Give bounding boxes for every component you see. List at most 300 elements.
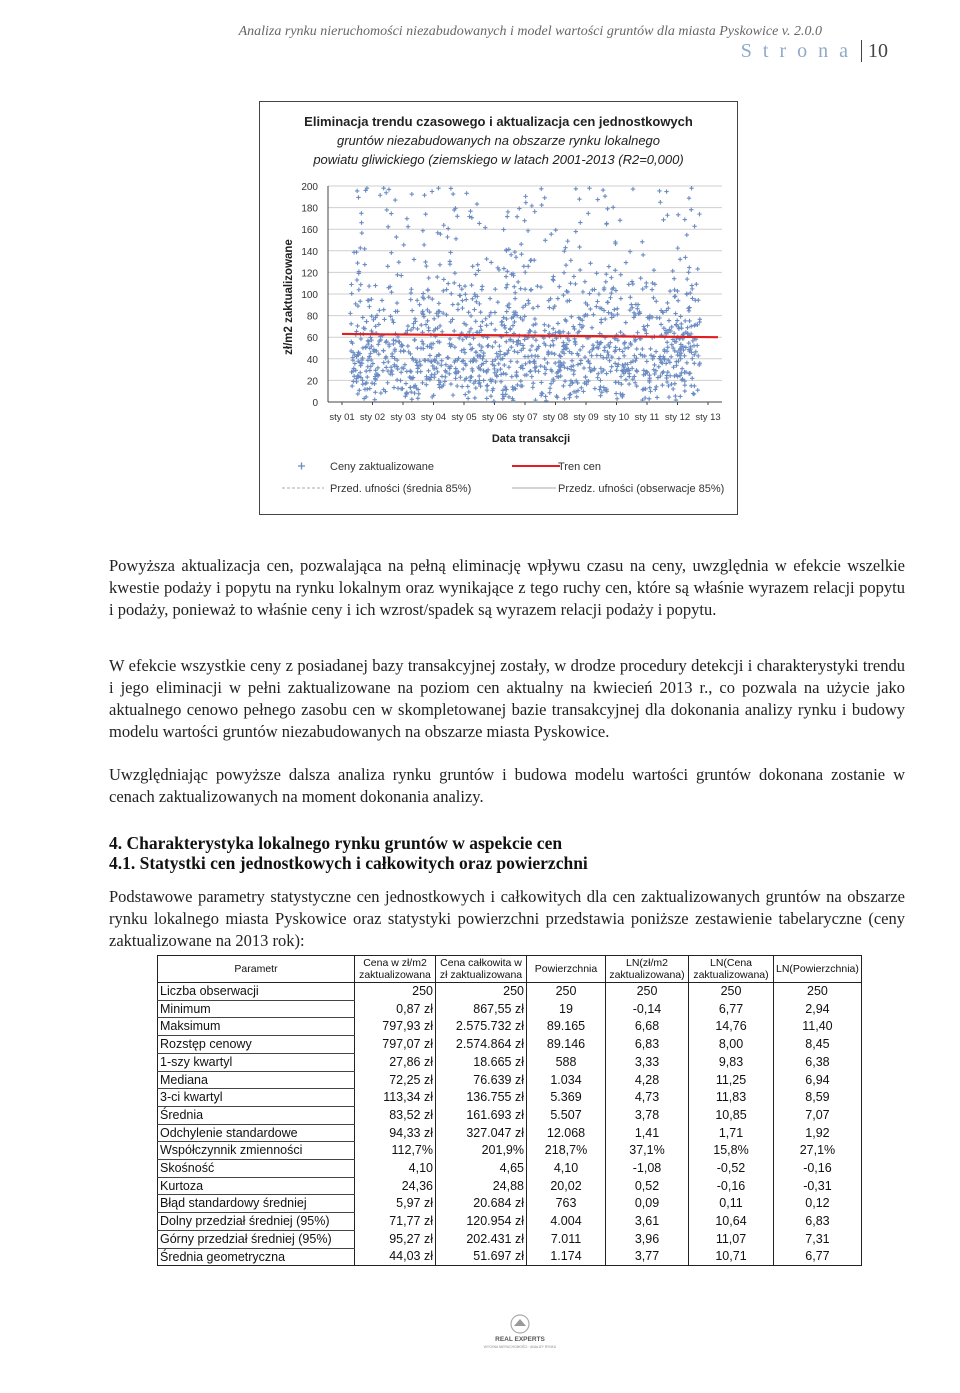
scatter-point: [578, 268, 582, 272]
y-tick-label: 120: [301, 268, 318, 280]
scatter-point: [372, 382, 376, 386]
scatter-point: [631, 187, 635, 191]
scatter-point: [648, 376, 652, 380]
scatter-point: [616, 362, 620, 366]
scatter-point: [554, 228, 558, 232]
scatter-point: [512, 284, 516, 288]
scatter-point: [445, 235, 449, 239]
scatter-point: [535, 284, 539, 288]
scatter-point: [673, 394, 677, 398]
scatter-point: [381, 349, 385, 353]
scatter-point: [460, 298, 464, 302]
row-label: Błąd standardowy średniej: [158, 1195, 355, 1213]
scatter-point: [485, 396, 489, 400]
row-label: Mediana: [158, 1071, 355, 1089]
scatter-point: [698, 317, 702, 321]
scatter-point: [574, 187, 578, 191]
scatter-point: [691, 391, 695, 395]
scatter-point: [654, 299, 658, 303]
scatter-point: [405, 369, 409, 373]
table-row: [158, 1213, 862, 1231]
scatter-point: [641, 287, 645, 291]
y-tick-label: 160: [301, 225, 318, 237]
table-cell: 588: [527, 1053, 606, 1071]
scatter-point: [587, 186, 591, 190]
scatter-point: [595, 299, 599, 303]
scatter-point: [599, 320, 603, 324]
scatter-point: [359, 211, 363, 215]
scatter-point: [373, 368, 377, 372]
scatter-point: [392, 385, 396, 389]
scatter-point: [648, 347, 652, 351]
scatter-point: [496, 362, 500, 366]
scatter-point: [678, 257, 682, 261]
scatter-point: [402, 243, 406, 247]
scatter-point: [358, 246, 362, 250]
scatter-point: [415, 346, 419, 350]
scatter-point: [485, 388, 489, 392]
scatter-point: [481, 354, 485, 358]
scatter-point: [493, 340, 497, 344]
scatter-point: [629, 302, 633, 306]
scatter-point: [395, 301, 399, 305]
scatter-point: [582, 366, 586, 370]
scatter-point: [683, 217, 687, 221]
scatter-point: [406, 344, 410, 348]
table-cell: 83,52 zł: [355, 1106, 436, 1124]
scatter-point: [603, 194, 607, 198]
scatter-point: [488, 296, 492, 300]
scatter-point: [468, 342, 472, 346]
scatter-point: [539, 187, 543, 191]
scatter-point: [376, 366, 380, 370]
scatter-point: [690, 356, 694, 360]
scatter-point: [617, 356, 621, 360]
row-label: Kurtoza: [158, 1177, 355, 1195]
scatter-point: [676, 359, 680, 363]
scatter-point: [523, 287, 527, 291]
scatter-point: [622, 354, 626, 358]
scatter-point: [531, 306, 535, 310]
scatter-point: [530, 354, 534, 358]
legend-marker-scatter: [298, 463, 305, 470]
scatter-point: [641, 253, 645, 257]
scatter-point: [529, 288, 533, 292]
scatter-point: [519, 242, 523, 246]
th-ln-m2: LN(zł/m2 zaktualizowana): [606, 956, 689, 983]
scatter-point: [409, 297, 413, 301]
scatter-point: [477, 221, 481, 225]
scatter-point: [683, 319, 687, 323]
scatter-point: [635, 330, 639, 334]
scatter-point: [644, 281, 648, 285]
scatter-point: [583, 375, 587, 379]
scatter-point: [608, 296, 612, 300]
scatter-point: [659, 322, 663, 326]
scatter-point: [466, 396, 470, 400]
table-cell: 4,10: [527, 1160, 606, 1178]
table-cell: 867,55 zł: [436, 1000, 527, 1018]
scatter-point: [645, 323, 649, 327]
table-row: [158, 1000, 862, 1018]
scatter-point: [620, 349, 624, 353]
scatter-point: [427, 310, 431, 314]
scatter-point: [665, 301, 669, 305]
scatter-point: [676, 246, 680, 250]
scatter-point: [672, 277, 676, 281]
scatter-point: [611, 205, 615, 209]
scatter-point: [596, 197, 600, 201]
scatter-point: [483, 317, 487, 321]
scatter-point: [357, 288, 361, 292]
scatter-point: [484, 323, 488, 327]
scatter-point: [478, 324, 482, 328]
scatter-point: [530, 344, 534, 348]
scatter-point: [489, 260, 493, 264]
scatter-point: [680, 366, 684, 370]
scatter-point: [504, 372, 508, 376]
scatter-point: [623, 346, 627, 350]
scatter-point: [470, 264, 474, 268]
scatter-point: [415, 298, 419, 302]
scatter-point: [420, 381, 424, 385]
table-cell: 76.639 zł: [436, 1071, 527, 1089]
th-ln-powierzchnia: LN(Powierzchnia): [774, 956, 862, 983]
legend-label-ci-mean: Przed. ufności (średnia 85%): [330, 483, 472, 495]
scatter-point: [509, 345, 513, 349]
scatter-point: [614, 368, 618, 372]
scatter-point: [687, 309, 691, 313]
scatter-point: [457, 283, 461, 287]
scatter-point: [543, 238, 547, 242]
scatter-point: [678, 394, 682, 398]
scatter-point: [644, 285, 648, 289]
scatter-point: [458, 375, 462, 379]
table-cell: 2.574.864 zł: [436, 1036, 527, 1054]
y-tick-label: 20: [306, 376, 318, 388]
scatter-point: [627, 382, 631, 386]
scatter-point: [519, 379, 523, 383]
scatter-point: [543, 196, 547, 200]
scatter-point: [627, 282, 631, 286]
scatter-point: [469, 283, 473, 287]
scatter-point: [464, 191, 468, 195]
scatter-point: [411, 326, 415, 330]
scatter-point: [504, 309, 508, 313]
scatter-point: [408, 385, 412, 389]
scatter-point: [364, 319, 368, 323]
scatter-point: [609, 291, 613, 295]
scatter-point: [409, 291, 413, 295]
table-cell: 18.665 zł: [436, 1053, 527, 1071]
scatter-point: [533, 317, 537, 321]
table-intro: Podstawowe parametry statystyczne cen jednostkowych i całkowitych dla cen zaktualizowanych gruntów na obszarze rynku lokalnego miasta Pyskowice oraz statystyki powierzchni przedstawia poniższe zestawienie tabelaryczne (ceny zaktualizowane na 2013 rok):: [109, 887, 905, 950]
table-cell: -0,16: [774, 1160, 862, 1178]
table-cell: 94,33 zł: [355, 1124, 436, 1142]
scatter-point: [359, 282, 363, 286]
scatter-point: [409, 287, 413, 291]
y-tick-label: 140: [301, 246, 318, 258]
scatter-point: [636, 302, 640, 306]
scatter-point: [509, 253, 513, 257]
scatter-point: [422, 193, 426, 197]
scatter-point: [673, 382, 677, 386]
scatter-point: [385, 381, 389, 385]
scatter-point: [617, 347, 621, 351]
scatter-point: [652, 363, 656, 367]
x-tick-label: sty 12: [664, 412, 691, 423]
scatter-point: [377, 352, 381, 356]
scatter-point: [382, 360, 386, 364]
scatter-point: [551, 274, 555, 278]
x-tick-label: sty 06: [481, 412, 508, 423]
table-cell: 71,77 zł: [355, 1213, 436, 1231]
scatter-point: [648, 385, 652, 389]
table-cell: 11,40: [774, 1018, 862, 1036]
table-cell: 120.954 zł: [436, 1213, 527, 1231]
scatter-point: [404, 381, 408, 385]
table-cell: 797,07 zł: [355, 1036, 436, 1054]
table-cell: 1,71: [689, 1124, 774, 1142]
scatter-point: [690, 376, 694, 380]
scatter-point: [619, 374, 623, 378]
scatter-point: [668, 374, 672, 378]
scatter-point: [422, 243, 426, 247]
table-cell: 250: [436, 983, 527, 1001]
scatter-point: [442, 223, 446, 227]
scatter-point: [578, 348, 582, 352]
table-row: [158, 1160, 862, 1178]
scatter-point: [679, 322, 683, 326]
table-row: [158, 1195, 862, 1213]
row-label: Liczba obserwacji: [158, 983, 355, 1001]
scatter-point: [449, 382, 453, 386]
scatter-point: [653, 387, 657, 391]
scatter-point: [660, 383, 664, 387]
scatter-point: [624, 320, 628, 324]
scatter-point: [368, 386, 372, 390]
scatter-point: [526, 264, 530, 268]
scatter-point: [391, 338, 395, 342]
scatter-point: [556, 296, 560, 300]
table-cell: 24,36: [355, 1177, 436, 1195]
scatter-point: [399, 273, 403, 277]
scatter-point: [534, 338, 538, 342]
table-cell: 6,38: [774, 1053, 862, 1071]
scatter-point: [452, 329, 456, 333]
scatter-point: [683, 383, 687, 387]
scatter-point: [531, 381, 535, 385]
scatter-point: [566, 331, 570, 335]
scatter-point: [416, 396, 420, 400]
scatter-point: [402, 349, 406, 353]
scatter-point: [604, 221, 608, 225]
scatter-point: [590, 326, 594, 330]
scatter-point: [385, 208, 389, 212]
table-row: [158, 1142, 862, 1160]
scatter-point: [533, 369, 537, 373]
scatter-point: [583, 279, 587, 283]
table-cell: 24,88: [436, 1177, 527, 1195]
scatter-point: [456, 307, 460, 311]
scatter-point: [355, 278, 359, 282]
scatter-point: [442, 277, 446, 281]
scatter-point: [631, 282, 635, 286]
scatter-point: [683, 389, 687, 393]
scatter-point: [352, 374, 356, 378]
scatter-point: [463, 292, 467, 296]
scatter-point: [542, 323, 546, 327]
scatter-point: [436, 186, 440, 190]
table-cell: 6,77: [774, 1248, 862, 1266]
scatter-point: [410, 397, 414, 401]
scatter-point: [468, 209, 472, 213]
statistics-table: [157, 955, 862, 1266]
x-axis-title: Data transakcji: [491, 433, 571, 445]
scatter-point: [650, 287, 654, 291]
scatter-point: [692, 392, 696, 396]
scatter-point: [427, 328, 431, 332]
scatter-point: [484, 359, 488, 363]
y-tick-label: 180: [301, 203, 318, 215]
scatter-point: [524, 200, 528, 204]
table-cell: 95,27 zł: [355, 1230, 436, 1248]
scatter-point: [406, 324, 410, 328]
scatter-point: [437, 301, 441, 305]
scatter-point: [687, 319, 691, 323]
table-cell: -0,16: [689, 1177, 774, 1195]
table-cell: 0,87 zł: [355, 1000, 436, 1018]
scatter-point: [386, 264, 390, 268]
scatter-point: [614, 391, 618, 395]
scatter-point: [543, 328, 547, 332]
scatter-point: [393, 198, 397, 202]
scatter-point: [470, 367, 474, 371]
scatter-point: [545, 361, 549, 365]
scatter-point: [696, 354, 700, 358]
scatter-point: [390, 352, 394, 356]
scatter-point: [427, 276, 431, 280]
th-cena-calkowita: Cena całkowita w zł zaktualizowana: [436, 956, 527, 983]
scatter-point: [662, 326, 666, 330]
scatter-point: [497, 344, 501, 348]
scatter-point: [652, 268, 656, 272]
paragraph-2: W efekcie wszystkie ceny z posiadanej bazy transakcyjnej zostały, w drodze procedury detekcji i charakterystyki trendu i jego eliminacji w pełni zaktualizowane na poziom cen aktualny na kwiecień 2013 r., co pozwala na użycie jako aktualnego cenowo pełnego zasobu cen w skompletowanej bazie transakcyjnej dla dokonania analizy rynku i budowy modelu wartości gruntów niezabudowanych na obszarze miasta Pyskowice.: [109, 656, 905, 741]
table-row: [158, 1177, 862, 1195]
scatter-point: [692, 224, 696, 228]
scatter-point: [686, 270, 690, 274]
table-cell: 2,94: [774, 1000, 862, 1018]
scatter-point: [533, 330, 537, 334]
scatter-point: [370, 381, 374, 385]
table-cell: 161.693 zł: [436, 1106, 527, 1124]
scatter-point: [592, 287, 596, 291]
scatter-point: [460, 306, 464, 310]
table-cell: 3,77: [606, 1248, 689, 1266]
scatter-point: [410, 192, 414, 196]
scatter-point: [412, 257, 416, 261]
scatter-point: [435, 326, 439, 330]
table-cell: 51.697 zł: [436, 1248, 527, 1266]
row-label: Skośność: [158, 1160, 355, 1178]
scatter-point: [454, 237, 458, 241]
scatter-point: [595, 353, 599, 357]
scatter-point: [456, 302, 460, 306]
scatter-point: [549, 232, 553, 236]
table-cell: 5,97 zł: [355, 1195, 436, 1213]
scatter-point: [678, 314, 682, 318]
scatter-point: [515, 214, 519, 218]
scatter-point: [685, 361, 689, 365]
logo-name: REAL EXPERTS: [495, 1336, 545, 1343]
scatter-point: [417, 302, 421, 306]
scatter-point: [639, 276, 643, 280]
scatter-point: [581, 290, 585, 294]
scatter-point: [565, 239, 569, 243]
scatter-point: [528, 258, 532, 262]
scatter-point: [395, 378, 399, 382]
scatter-point: [551, 343, 555, 347]
scatter-point: [588, 307, 592, 311]
scatter-point: [573, 282, 577, 286]
scatter-point: [405, 216, 409, 220]
scatter-point: [667, 318, 671, 322]
scatter-point: [528, 369, 532, 373]
row-label: Maksimum: [158, 1018, 355, 1036]
scatter-point: [493, 287, 497, 291]
logo-tagline: WYCENA NIERUCHOMOŚCI · ANALIZY RYNKU: [483, 1345, 557, 1349]
page-number: 10: [861, 40, 888, 62]
scatter-point: [618, 218, 622, 222]
scatter-point: [689, 186, 693, 190]
scatter-point: [564, 263, 568, 267]
scatter-point: [630, 279, 634, 283]
scatter-point: [516, 280, 520, 284]
scatter-point: [484, 257, 488, 261]
scatter-point: [658, 200, 662, 204]
scatter-point: [389, 211, 393, 215]
scatter-point: [406, 224, 410, 228]
table-cell: 6,83: [774, 1213, 862, 1231]
th-ln-cena: LN(Cena zaktualizowana): [689, 956, 774, 983]
table-cell: 218,7%: [527, 1142, 606, 1160]
scatter-point: [588, 261, 592, 265]
scatter-point: [423, 212, 427, 216]
paragraph-3: Uwzględniając powyższe dalsza analiza rynku gruntów i budowa modelu wartości gruntów dokonana zostanie w cenach zaktualizowanych na moment dokonania analizy.: [109, 765, 905, 806]
table-cell: 20,02: [527, 1177, 606, 1195]
table-cell: 797,93 zł: [355, 1018, 436, 1036]
row-label: Średnia geometryczna: [158, 1248, 355, 1266]
scatter-point: [574, 229, 578, 233]
table-cell: 1.174: [527, 1248, 606, 1266]
scatter-point: [360, 231, 364, 235]
scatter-point: [627, 374, 631, 378]
table-cell: 11,07: [689, 1230, 774, 1248]
scatter-point: [356, 304, 360, 308]
x-tick-label: sty 01: [329, 412, 355, 423]
scatter-point: [464, 297, 468, 301]
table-cell: -1,08: [606, 1160, 689, 1178]
th-parametr: Parametr: [158, 956, 355, 983]
scatter-point: [348, 311, 352, 315]
scatter-point: [654, 349, 658, 353]
scatter-point: [394, 235, 398, 239]
table-cell: 7.011: [527, 1230, 606, 1248]
scatter-point: [601, 188, 605, 192]
scatter-plot: [260, 102, 737, 514]
scatter-point: [373, 390, 377, 394]
scatter-point: [474, 272, 478, 276]
